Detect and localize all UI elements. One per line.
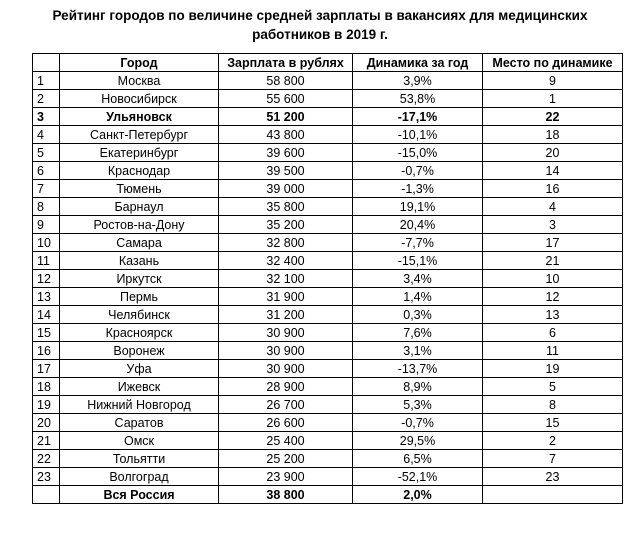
cell-change: 3,9% [353, 72, 483, 90]
cell-rank: 7 [33, 180, 60, 198]
table-body [33, 72, 623, 486]
cell-change: -0,7% [353, 414, 483, 432]
table-row [33, 162, 623, 180]
header-salary: Зарплата в рублях [219, 54, 353, 72]
cell-rank: 15 [33, 324, 60, 342]
cell-change: 1,4% [353, 288, 483, 306]
cell-place: 9 [483, 72, 623, 90]
cell-city: Барнаул [60, 198, 219, 216]
table-row [33, 234, 623, 252]
cell-city: Тюмень [60, 180, 219, 198]
cell-place: 2 [483, 432, 623, 450]
table-row [33, 72, 623, 90]
cell-city: Ижевск [60, 378, 219, 396]
cell-rank: 12 [33, 270, 60, 288]
cell-salary: 32 100 [219, 270, 353, 288]
table-row [33, 378, 623, 396]
cell-place: 20 [483, 144, 623, 162]
cell-city: Екатеринбург [60, 144, 219, 162]
cell-rank: 13 [33, 288, 60, 306]
cell-rank: 2 [33, 90, 60, 108]
cell-change: -52,1% [353, 468, 483, 486]
cell-place: 15 [483, 414, 623, 432]
cell-place: 7 [483, 450, 623, 468]
table-row [33, 432, 623, 450]
cell-salary: 39 000 [219, 180, 353, 198]
header-city: Город [60, 54, 219, 72]
cell-rank: 22 [33, 450, 60, 468]
cell-change: 7,6% [353, 324, 483, 342]
table-row [33, 198, 623, 216]
cell-change: -17,1% [353, 108, 483, 126]
cell-city: Казань [60, 252, 219, 270]
cell-rank: 19 [33, 396, 60, 414]
cell-change: 6,5% [353, 450, 483, 468]
cell-rank: 23 [33, 468, 60, 486]
cell-rank: 17 [33, 360, 60, 378]
cell-rank: 5 [33, 144, 60, 162]
cell-city: Уфа [60, 360, 219, 378]
cell-place: 23 [483, 468, 623, 486]
cell-salary: 26 700 [219, 396, 353, 414]
total-place [483, 486, 623, 504]
cell-city: Челябинск [60, 306, 219, 324]
title-line-1: Рейтинг городов по величине средней зарплаты в вакансиях для медицинских [52, 8, 588, 23]
page-title [20, 6, 620, 44]
cell-rank: 8 [33, 198, 60, 216]
cell-city: Тольятти [60, 450, 219, 468]
cell-salary: 39 600 [219, 144, 353, 162]
table-row [33, 180, 623, 198]
cell-city: Ульяновск [60, 108, 219, 126]
table-row [33, 468, 623, 486]
cell-change: 8,9% [353, 378, 483, 396]
cell-city: Пермь [60, 288, 219, 306]
cell-city: Москва [60, 72, 219, 90]
total-city: Вся Россия [60, 486, 219, 504]
table-row [33, 126, 623, 144]
cell-rank: 14 [33, 306, 60, 324]
cell-rank: 6 [33, 162, 60, 180]
table-row [33, 144, 623, 162]
header-change: Динамика за год [353, 54, 483, 72]
cell-salary: 55 600 [219, 90, 353, 108]
cell-change: 0,3% [353, 306, 483, 324]
cell-city: Новосибирск [60, 90, 219, 108]
cell-salary: 25 200 [219, 450, 353, 468]
cell-change: -15,1% [353, 252, 483, 270]
table-header-row [33, 54, 623, 72]
cell-salary: 43 800 [219, 126, 353, 144]
cell-salary: 30 900 [219, 342, 353, 360]
table-row [33, 306, 623, 324]
table-row [33, 108, 623, 126]
cell-city: Саратов [60, 414, 219, 432]
cell-salary: 30 900 [219, 360, 353, 378]
cell-place: 18 [483, 126, 623, 144]
cell-place: 13 [483, 306, 623, 324]
cell-city: Воронеж [60, 342, 219, 360]
cell-rank: 4 [33, 126, 60, 144]
cell-change: 5,3% [353, 396, 483, 414]
cell-change: 53,8% [353, 90, 483, 108]
cell-city: Омск [60, 432, 219, 450]
cell-salary: 30 900 [219, 324, 353, 342]
cell-place: 14 [483, 162, 623, 180]
table-row [33, 90, 623, 108]
cell-salary: 39 500 [219, 162, 353, 180]
cell-salary: 31 900 [219, 288, 353, 306]
cell-salary: 31 200 [219, 306, 353, 324]
table-row [33, 450, 623, 468]
cell-change: -10,1% [353, 126, 483, 144]
cell-place: 4 [483, 198, 623, 216]
cell-rank: 18 [33, 378, 60, 396]
cell-change: 3,1% [353, 342, 483, 360]
cell-rank: 3 [33, 108, 60, 126]
cell-city: Краснодар [60, 162, 219, 180]
cell-salary: 35 200 [219, 216, 353, 234]
header-place: Место по динамике [483, 54, 623, 72]
cell-city: Волгоград [60, 468, 219, 486]
cell-change: 29,5% [353, 432, 483, 450]
cell-city: Иркутск [60, 270, 219, 288]
cell-place: 5 [483, 378, 623, 396]
cell-rank: 21 [33, 432, 60, 450]
cell-place: 10 [483, 270, 623, 288]
cell-place: 3 [483, 216, 623, 234]
cell-change: -7,7% [353, 234, 483, 252]
cell-place: 17 [483, 234, 623, 252]
cell-salary: 35 800 [219, 198, 353, 216]
title-line-2: работников в 2019 г. [252, 27, 388, 42]
cell-change: -0,7% [353, 162, 483, 180]
cell-salary: 23 900 [219, 468, 353, 486]
cell-salary: 32 800 [219, 234, 353, 252]
cell-salary: 51 200 [219, 108, 353, 126]
cell-salary: 28 900 [219, 378, 353, 396]
cell-city: Красноярск [60, 324, 219, 342]
salary-rating-table [32, 53, 623, 504]
cell-rank: 1 [33, 72, 60, 90]
table-row [33, 324, 623, 342]
table-row [33, 252, 623, 270]
table-row [33, 414, 623, 432]
total-row [33, 486, 623, 504]
cell-change: -13,7% [353, 360, 483, 378]
cell-city: Санкт-Петербург [60, 126, 219, 144]
cell-place: 8 [483, 396, 623, 414]
cell-place: 21 [483, 252, 623, 270]
cell-place: 1 [483, 90, 623, 108]
cell-rank: 11 [33, 252, 60, 270]
cell-place: 11 [483, 342, 623, 360]
cell-change: 3,4% [353, 270, 483, 288]
cell-rank: 20 [33, 414, 60, 432]
table-row [33, 270, 623, 288]
cell-change: 19,1% [353, 198, 483, 216]
table-row [33, 360, 623, 378]
cell-place: 22 [483, 108, 623, 126]
total-rank [33, 486, 60, 504]
total-change: 2,0% [353, 486, 483, 504]
cell-city: Нижний Новгород [60, 396, 219, 414]
cell-salary: 26 600 [219, 414, 353, 432]
cell-rank: 10 [33, 234, 60, 252]
table-row [33, 342, 623, 360]
cell-salary: 25 400 [219, 432, 353, 450]
table-row [33, 288, 623, 306]
cell-change: -1,3% [353, 180, 483, 198]
cell-place: 16 [483, 180, 623, 198]
table-row [33, 216, 623, 234]
cell-salary: 58 800 [219, 72, 353, 90]
cell-change: -15,0% [353, 144, 483, 162]
cell-city: Ростов-на-Дону [60, 216, 219, 234]
cell-rank: 9 [33, 216, 60, 234]
cell-city: Самара [60, 234, 219, 252]
cell-rank: 16 [33, 342, 60, 360]
cell-place: 19 [483, 360, 623, 378]
cell-place: 6 [483, 324, 623, 342]
total-salary: 38 800 [219, 486, 353, 504]
cell-change: 20,4% [353, 216, 483, 234]
cell-place: 12 [483, 288, 623, 306]
table-row [33, 396, 623, 414]
header-rank [33, 54, 60, 72]
cell-salary: 32 400 [219, 252, 353, 270]
